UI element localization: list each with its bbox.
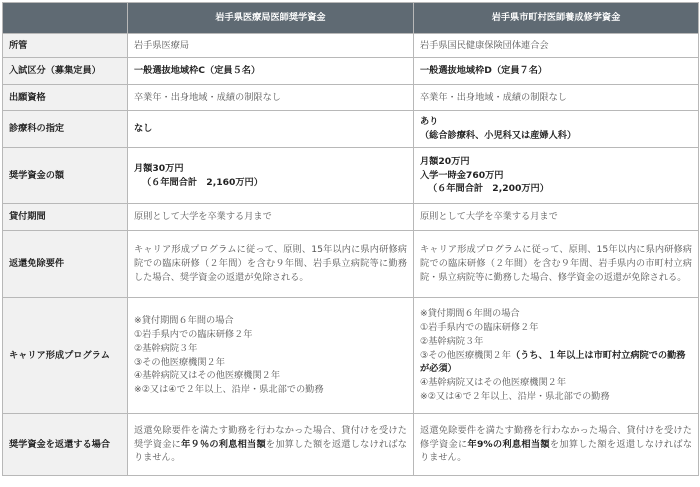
shinryoka-col2-line1: あり [420,116,439,128]
gaku-col1-line1: 月額30万円 [134,162,184,174]
henkan-col2-bold: 年9%の利息相当額 [467,438,550,450]
cell-taiyo-col2: 原則として大学を卒業する月まで [414,204,699,231]
label-shinryoka: 診療科の指定 [3,111,128,148]
label-shokan: 所管 [3,34,128,58]
label-taiyo: 貸付期間 [3,204,128,231]
label-henkan: 奨学資金を返還する場合 [3,414,128,476]
career-col2-line: ②基幹病院３年 [420,335,484,347]
cell-shokan-col1: 岩手県医療局 [128,34,414,58]
label-menjo: 返還免除要件 [3,231,128,298]
career-col1-line: ①岩手県内での臨床研修２年 [134,328,253,340]
henkan-col2-pre: 返還免除要件を満たす勤務を行わなかった場合、貸付けを受けた修学資金に [420,424,692,450]
cell-career-col2 [414,298,699,414]
career-col1-line: ※②又は④で２年以上、沿岸・県北部での勤務 [134,384,324,396]
header-col1: 岩手県医療局医師奨学資金 [128,3,414,34]
career-col2-line: ④基幹病院又はその他医療機関２年 [420,377,567,389]
row-gaku [3,148,699,204]
cell-taiyo-col1: 原則として大学を卒業する月まで [128,204,414,231]
row-nyushi [3,58,699,85]
henkan-col2-post: を加算した額を返還しなければなりません。 [420,438,693,464]
row-shinryoka [3,111,699,148]
gaku-col2-line1: 月額20万円 [420,155,470,167]
career-col1-line: ※貸付期間６年間の場合 [134,315,234,327]
cell-shigan-col1: 卒業年・出身地域・成績の制限なし [128,85,414,111]
label-gaku: 奨学資金の額 [3,148,128,204]
header-corner [3,3,128,34]
career-col1-line: ②基幹病院３年 [134,342,198,354]
gaku-col1-line2: （６年間合計 2,160万円） [142,176,263,188]
cell-menjo-col2: キャリア形成プログラムに従って、原則、15年以内に県内研修病院での臨床研修（２年間）を含む９年間、岩手県内の市町村立病院・県立病院等に勤務した場合、修学資金の返還が免除される。 [414,231,699,298]
career-col2-line: ※貸付期間６年間の場合 [420,308,520,320]
header-row [3,3,699,34]
row-shigan [3,85,699,111]
label-career: キャリア形成プログラム [3,298,128,414]
cell-gaku-col2 [414,148,699,204]
career-col2-line: ※②又は④で２年以上、沿岸・県北部での勤務 [420,390,610,402]
cell-shokan-col2: 岩手県国民健康保険団体連合会 [414,34,699,58]
cell-shinryoka-col1: なし [128,111,414,148]
cell-menjo-col1: キャリア形成プログラムに従って、原則、15年以内に県内研修病院での臨床研修（２年間）を含む９年間、岩手県立病院等に勤務した場合、奨学資金の返還が免除される。 [128,231,414,298]
career-col2-l4-text: ③その他医療機関２年 [420,349,511,361]
gaku-col2-line3: （６年間合計 2,200万円） [428,183,549,195]
cell-gaku-col1 [128,148,414,204]
row-menjo [3,231,699,298]
label-shigan: 出願資格 [3,85,128,111]
cell-nyushi-col2: 一般選抜地域枠D（定員７名） [414,58,699,85]
cell-career-col1 [128,298,414,414]
cell-shinryoka-col2 [414,111,699,148]
cell-henkan-col2 [414,414,699,476]
henkan-col1-post: を加算した額を返還しなければなりません。 [134,438,407,464]
row-shokan [3,34,699,58]
gaku-col2-line2: 入学一時金760万円 [420,169,504,181]
label-nyushi: 入試区分（募集定員） [3,58,128,85]
row-taiyo [3,204,699,231]
scholarship-comparison-table [2,2,699,476]
header-col2: 岩手県市町村医師養成修学資金 [414,3,699,34]
cell-shigan-col2: 卒業年・出身地域・成績の制限なし [414,85,699,111]
career-col1-line: ④基幹病院又はその他医療機関２年 [134,370,281,382]
career-col1-line: ③その他医療機関２年 [134,356,225,368]
row-henkan [3,414,699,476]
shinryoka-col2-line2: （総合診療科、小児科又は産婦人科） [420,130,577,141]
cell-nyushi-col1: 一般選抜地域枠C（定員５名） [128,58,414,85]
cell-henkan-col1 [128,414,414,476]
row-career [3,298,699,414]
career-col2-line-with-note [420,349,692,377]
henkan-col1-bold: 年９％の利息相当額 [181,438,266,450]
career-col2-l4-note: （うち、１年以上は市町村立病院での勤務が必須） [420,349,686,375]
henkan-col1-pre: 返還免除要件を満たす勤務を行わなかった場合、貸付けを受けた奨学資金に [134,424,407,450]
career-col2-line: ①岩手県内での臨床研修２年 [420,322,539,333]
